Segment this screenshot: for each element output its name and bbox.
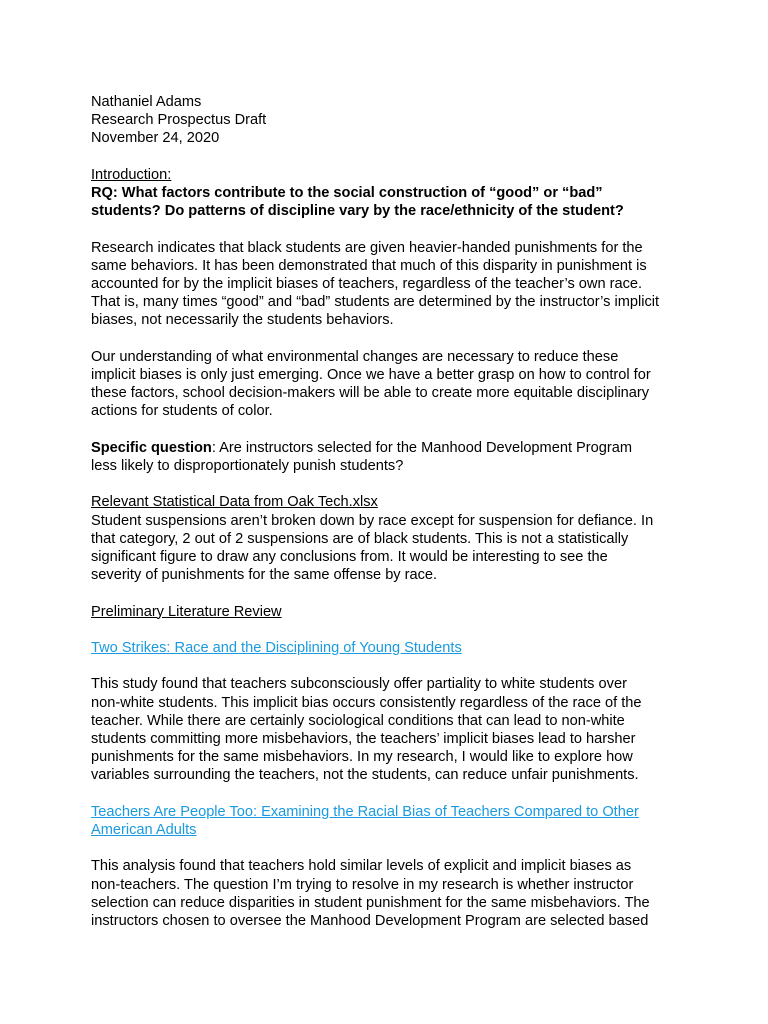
paragraph-line: severity of punishments for the same offense by race. [91, 567, 438, 584]
research-question-line-1: RQ: What factors contribute to the social construction of “good” or “bad” [91, 185, 603, 201]
spacer [91, 785, 686, 803]
paragraph-line: non-teachers. The question I’m trying to resolve in my research is whether instructor [91, 876, 634, 893]
introduction-heading: Introduction: [91, 166, 172, 183]
paragraph-line: that category, 2 out of 2 suspensions are of black students. This is not a statistically [91, 530, 629, 547]
paragraph-line: Our understanding of what environmental changes are necessary to reduce these [91, 348, 619, 365]
paragraph-line: these factors, school decision-makers will be able to create more equitable disciplinary [91, 385, 650, 402]
spacer [91, 421, 686, 439]
author-name: Nathaniel Adams [91, 94, 202, 110]
spacer [91, 584, 686, 602]
specific-question-line-2: less likely to disproportionately punish students? [91, 458, 404, 474]
spacer [91, 330, 686, 348]
paragraph-line: Student suspensions aren’t broken down by race except for suspension for defiance. In [91, 512, 654, 529]
intro-paragraph-1 [91, 239, 686, 330]
paragraph-line: Research indicates that black students are given heavier-handed punishments for the [91, 239, 643, 256]
spacer [91, 475, 686, 493]
document-title: Research Prospectus Draft [91, 112, 267, 129]
spacer [91, 220, 686, 238]
literature-review-heading: Preliminary Literature Review [91, 603, 282, 620]
teachers-are-people-too-link-continued[interactable]: American Adults [91, 821, 197, 838]
research-question-line-2: students? Do patterns of discipline vary by the race/ethnicity of the student? [91, 203, 624, 220]
literature-paragraph-1 [91, 675, 686, 784]
two-strikes-link[interactable]: Two Strikes: Race and the Disciplining of Young Students [91, 639, 462, 656]
paragraph-line: selection can reduce disparities in student punishment for the same misbehaviors. The [91, 894, 650, 911]
paragraph-line: variables surrounding the teachers, not the students, can reduce unfair punishments. [91, 767, 639, 784]
paragraph-line: non-white students. This implicit bias occurs consistently regardless of the race of the [91, 694, 642, 711]
paragraph-line: implicit biases is only just emerging. Once we have a better grasp on how to control for [91, 367, 651, 383]
specific-question [91, 439, 686, 475]
paragraph-line: teacher. While there are certainly sociological conditions that can lead to non-white [91, 712, 625, 729]
paragraph-line: actions for students of color. [91, 403, 273, 420]
paragraph-line: significant figure to draw any conclusions from. It would be interesting to see the [91, 549, 608, 565]
paragraph-line: That is, many times “good” and “bad” students are determined by the instructor’s implicit [91, 294, 660, 311]
specific-question-text: : Are instructors selected for the Manhood Development Program [211, 439, 633, 456]
specific-question-line-1 [91, 439, 686, 457]
paragraph-line: same behaviors. It has been demonstrated that much of this disparity in punishment is [91, 257, 647, 274]
paragraph-line: This analysis found that teachers hold similar levels of explicit and implicit biases as [91, 858, 632, 875]
literature-paragraph-2 [91, 857, 686, 930]
paragraph-line: accounted for by the implicit biases of teachers, regardless of the teacher’s own race. [91, 276, 643, 292]
document-date: November 24, 2020 [91, 130, 220, 147]
statistical-data-heading: Relevant Statistical Data from Oak Tech.xlsx [91, 494, 378, 511]
intro-paragraph-2 [91, 348, 686, 421]
paragraph-line: students committing more misbehaviors, the teachers’ implicit biases lead to harsher [91, 730, 636, 747]
teachers-are-people-too-link[interactable]: Teachers Are People Too: Examining the Racial Bias of Teachers Compared to Other [91, 803, 639, 820]
spacer [91, 621, 686, 639]
paragraph-line: biases, not necessarily the students behaviors. [91, 312, 394, 329]
spacer [91, 148, 686, 166]
paragraph-line: This study found that teachers subconsciously offer partiality to white students over [91, 676, 627, 693]
paragraph-line: punishments for the same misbehaviors. In my research, I would like to explore how [91, 749, 633, 766]
specific-question-label: Specific question [91, 439, 212, 456]
spacer [91, 657, 686, 675]
spacer [91, 839, 686, 857]
paragraph-line: instructors chosen to oversee the Manhood Development Program are selected based [91, 912, 649, 929]
statistical-data-paragraph [91, 512, 686, 585]
document-page [91, 93, 686, 930]
